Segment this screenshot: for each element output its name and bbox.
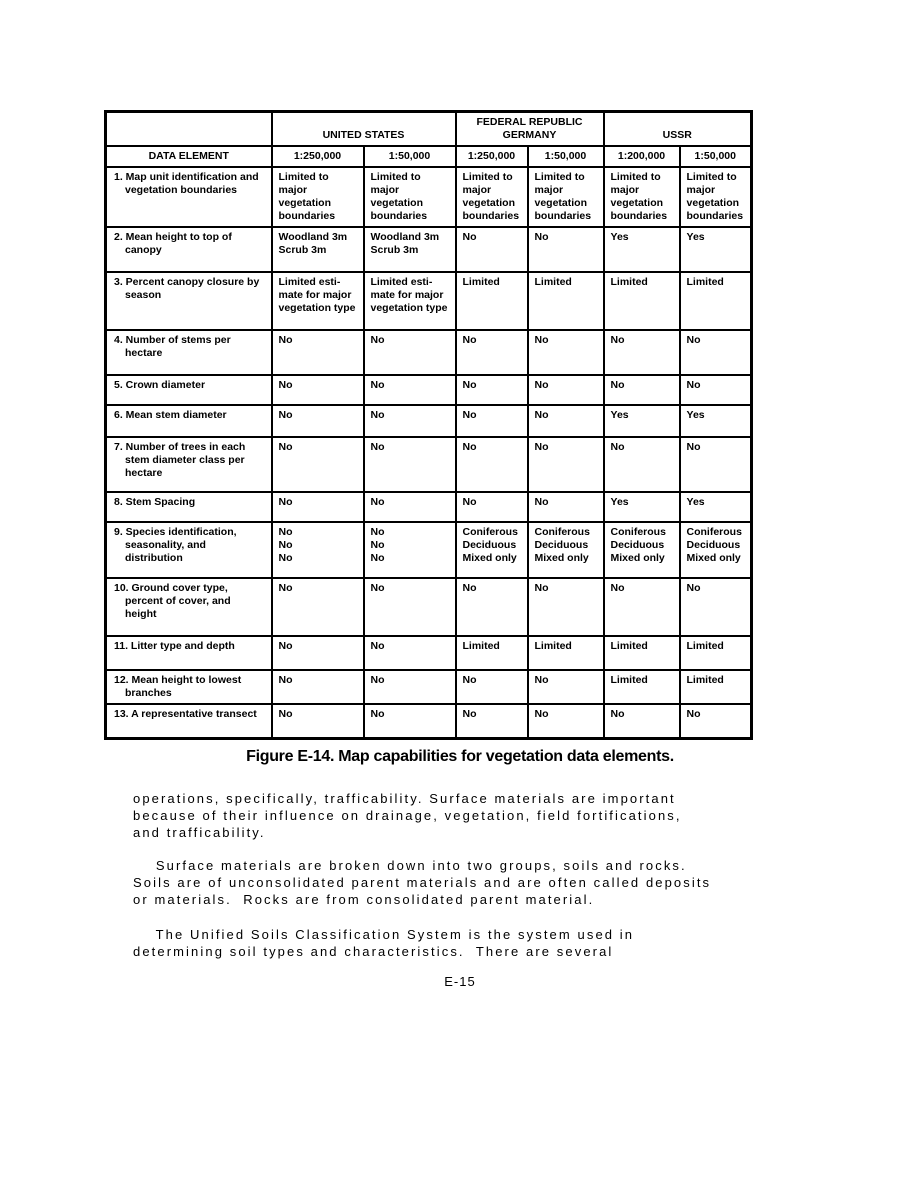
capability-cell: Coniferous Deciduous Mixed only: [680, 522, 752, 578]
capability-cell: Limited: [604, 272, 680, 330]
capability-cell: Limited esti- mate for major vegetation type: [364, 272, 456, 330]
table-row: [106, 704, 752, 738]
figure-caption: Figure E-14. Map capabilities for vegetation data elements.: [246, 748, 674, 765]
capability-cell: No: [528, 227, 604, 272]
capability-cell: Yes: [604, 405, 680, 437]
capability-cell: No: [456, 704, 528, 738]
scale-header: 1:50,000: [680, 146, 752, 167]
capability-cell: No: [272, 578, 364, 636]
capability-cell: No No No: [272, 522, 364, 578]
capability-cell: Limited: [528, 636, 604, 670]
capability-cell: No No No: [364, 522, 456, 578]
capability-cell: No: [528, 375, 604, 405]
capability-cell: No: [456, 670, 528, 704]
capability-cell: Limited esti- mate for major vegetation type: [272, 272, 364, 330]
capability-cell: Limited: [604, 636, 680, 670]
capability-cell: No: [272, 330, 364, 375]
capability-cell: Limited: [680, 670, 752, 704]
capability-cell: No: [528, 704, 604, 738]
capability-cell: No: [272, 492, 364, 522]
capability-cell: No: [604, 330, 680, 375]
scale-header: 1:50,000: [528, 146, 604, 167]
capability-cell: No: [680, 330, 752, 375]
capability-cell: Woodland 3m Scrub 3m: [364, 227, 456, 272]
capability-cell: No: [528, 437, 604, 492]
capability-cell: No: [364, 437, 456, 492]
capability-cell: No: [528, 670, 604, 704]
table-row: [106, 670, 752, 704]
capability-cell: No: [680, 437, 752, 492]
capability-cell: No: [364, 330, 456, 375]
data-element-label: 2. Mean height to top of canopy: [106, 227, 272, 272]
capability-cell: No: [456, 578, 528, 636]
capability-cell: No: [456, 227, 528, 272]
data-element-label: 13. A representative transect: [106, 704, 272, 738]
capability-cell: Woodland 3m Scrub 3m: [272, 227, 364, 272]
data-element-label: 11. Litter type and depth: [106, 636, 272, 670]
capability-cell: Yes: [680, 227, 752, 272]
data-element-label: 1. Map unit identification and vegetation boundaries: [106, 167, 272, 227]
capability-cell: Limited to major vegetation boundaries: [680, 167, 752, 227]
data-element-header: DATA ELEMENT: [106, 146, 272, 167]
data-element-label: 10. Ground cover type, percent of cover, and height: [106, 578, 272, 636]
capability-cell: No: [680, 578, 752, 636]
capability-cell: No: [272, 405, 364, 437]
capability-cell: Yes: [680, 492, 752, 522]
table-row: [106, 522, 752, 578]
group-header-ussr: USSR: [604, 112, 752, 147]
data-element-label: 8. Stem Spacing: [106, 492, 272, 522]
table-row: [106, 405, 752, 437]
table-row: [106, 227, 752, 272]
table-body: [106, 167, 752, 738]
capability-cell: Limited: [528, 272, 604, 330]
capability-cell: No: [364, 492, 456, 522]
table-row: [106, 437, 752, 492]
capability-cell: No: [272, 437, 364, 492]
capability-cell: Limited to major vegetation boundaries: [272, 167, 364, 227]
group-header-us: UNITED STATES: [272, 112, 456, 147]
capability-cell: No: [364, 670, 456, 704]
capability-cell: No: [364, 636, 456, 670]
capability-cell: No: [604, 375, 680, 405]
capability-cell: No: [456, 437, 528, 492]
capability-cell: No: [272, 670, 364, 704]
capability-cell: Limited: [680, 272, 752, 330]
capability-cell: Limited: [680, 636, 752, 670]
capability-cell: Coniferous Deciduous Mixed only: [528, 522, 604, 578]
capability-cell: No: [528, 330, 604, 375]
capability-cell: Limited: [456, 272, 528, 330]
capability-cell: No: [272, 636, 364, 670]
capability-cell: No: [364, 375, 456, 405]
body-paragraph: The Unified Soils Classification System is the system used in determining soil types and characteristics. There are several: [133, 927, 635, 959]
capability-cell: No: [604, 704, 680, 738]
scale-header: 1:50,000: [364, 146, 456, 167]
page-number: E-15: [444, 974, 476, 989]
table-row: [106, 636, 752, 670]
capability-cell: No: [604, 578, 680, 636]
capability-cell: No: [364, 405, 456, 437]
capability-cell: Limited: [604, 670, 680, 704]
capability-cell: No: [456, 330, 528, 375]
capability-cell: No: [364, 704, 456, 738]
table-row: [106, 330, 752, 375]
capability-cell: Limited to major vegetation boundaries: [364, 167, 456, 227]
capability-cell: Coniferous Deciduous Mixed only: [456, 522, 528, 578]
capability-cell: No: [528, 578, 604, 636]
data-element-label: 4. Number of stems per hectare: [106, 330, 272, 375]
data-element-label: 9. Species identification, seasonality, and distribution: [106, 522, 272, 578]
table-row: [106, 167, 752, 227]
capability-cell: No: [364, 578, 456, 636]
data-element-label: 7. Number of trees in each stem diameter class per hectare: [106, 437, 272, 492]
scale-header: 1:200,000: [604, 146, 680, 167]
capability-cell: No: [680, 704, 752, 738]
capability-cell: No: [272, 704, 364, 738]
capability-cell: No: [456, 405, 528, 437]
capability-cell: Limited to major vegetation boundaries: [528, 167, 604, 227]
capability-cell: No: [528, 492, 604, 522]
capability-cell: No: [272, 375, 364, 405]
data-element-label: 3. Percent canopy closure by season: [106, 272, 272, 330]
capability-cell: No: [680, 375, 752, 405]
data-element-label: 12. Mean height to lowest branches: [106, 670, 272, 704]
capability-cell: Limited to major vegetation boundaries: [456, 167, 528, 227]
capability-cell: Yes: [604, 227, 680, 272]
capability-cell: Yes: [604, 492, 680, 522]
table-row: [106, 578, 752, 636]
capability-cell: No: [456, 492, 528, 522]
scale-header: 1:250,000: [456, 146, 528, 167]
body-paragraph: operations, specifically, trafficability. Surface materials are important because of their influence on drainage, vegetation, field fortifications, and trafficability.: [133, 791, 682, 840]
data-element-label: 5. Crown diameter: [106, 375, 272, 405]
corner-cell: [106, 112, 272, 147]
table-row: [106, 272, 752, 330]
table-row: [106, 375, 752, 405]
capability-cell: Limited: [456, 636, 528, 670]
capability-cell: Limited to major vegetation boundaries: [604, 167, 680, 227]
data-element-label: 6. Mean stem diameter: [106, 405, 272, 437]
body-paragraph: Surface materials are broken down into two groups, soils and rocks. Soils are of unconsolidated parent materials and are often called deposits or materials. Rocks are from consolidated parent material.: [133, 858, 712, 907]
capability-cell: No: [528, 405, 604, 437]
vegetation-capabilities-table: [104, 110, 753, 740]
capability-cell: Yes: [680, 405, 752, 437]
capability-cell: No: [604, 437, 680, 492]
table-row: [106, 492, 752, 522]
group-header-frg: FEDERAL REPUBLIC GERMANY: [456, 112, 604, 147]
scale-header: 1:250,000: [272, 146, 364, 167]
capability-cell: Coniferous Deciduous Mixed only: [604, 522, 680, 578]
capability-cell: No: [456, 375, 528, 405]
